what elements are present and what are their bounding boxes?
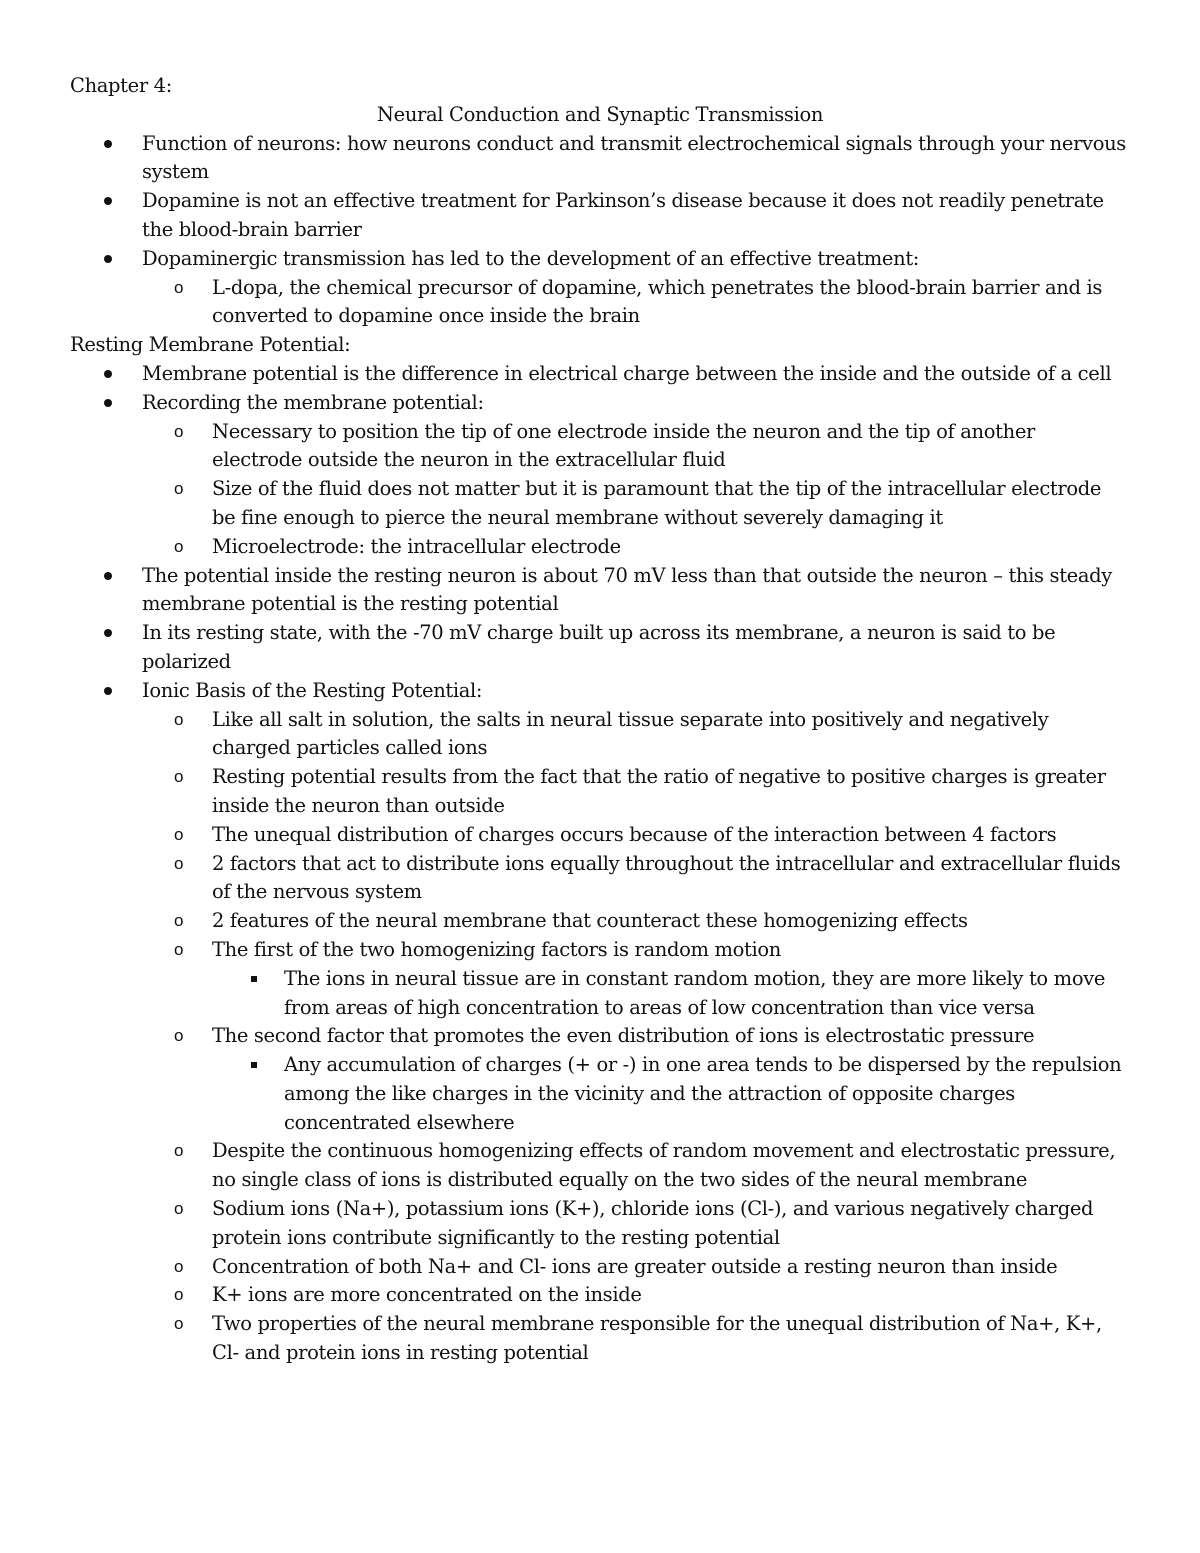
list-item-text: Two properties of the neural membrane responsible for the unequal distribution of Na+, K+, Cl- and protein ions in resting potential [212, 1312, 1102, 1365]
list-item-text: Any accumulation of charges (+ or -) in one area tends to be dispersed by the repulsion among the like charges in the vicinity and the attraction of opposite charges concentrated elsewhere [284, 1053, 1122, 1134]
list-item: o Size of the fluid does not matter but it is paramount that the tip of the intracellular electrode be fine enough to pierce the neural membrane without severely damaging it [174, 477, 1102, 529]
list-item [70, 1051, 1130, 1137]
list-item: o 2 features of the neural membrane that counteract these homogenizing effects [174, 909, 968, 933]
list-item: o Two properties of the neural membrane responsible for the unequal distribution of Na+, K+, Cl- and protein ions in resting potential [174, 1312, 1102, 1365]
chapter-label: Chapter 4: [70, 74, 172, 97]
list-item: o Like all salt in solution, the salts in neural tissue separate into positively and negatively charged particles called ions [174, 707, 1049, 760]
list-item-text: K+ ions are more concentrated on the inside [212, 1283, 642, 1307]
list-item: o Concentration of both Na+ and Cl- ions are greater outside a resting neuron than inside [174, 1254, 1058, 1278]
section-list [70, 360, 1130, 1368]
list-item-text: Membrane potential is the difference in electrical charge between the inside and the outside of a cell [142, 361, 1112, 385]
list-item: o K+ ions are more concentrated on the inside [174, 1283, 642, 1307]
list-item: o Sodium ions (Na+), potassium ions (K+), chloride ions (Cl-), and various negatively charged protein ions contribute significantly to the resting potential [174, 1197, 1094, 1249]
list-item-text: 2 features of the neural membrane that counteract these homogenizing effects [212, 909, 968, 933]
section-heading: Resting Membrane Potential: [70, 333, 351, 357]
list-item-text: Ionic Basis of the Resting Potential: [142, 678, 483, 702]
list-item-text: The unequal distribution of charges occurs because of the interaction between 4 factors [212, 822, 1057, 846]
list-item: o 2 factors that act to distribute ions equally throughout the intracellular and extracellular fluids of the nervous system [174, 851, 1121, 904]
list-item: o Necessary to position the tip of one electrode inside the neuron and the tip of another electrode outside the neuron in the extracellular fluid [174, 419, 1035, 472]
list-item-text: The second factor that promotes the even distribution of ions is electrostatic pressure [212, 1024, 1035, 1048]
list-item: o The second factor that promotes the even distribution of ions is electrostatic pressure [174, 1024, 1035, 1048]
list-item-text: Sodium ions (Na+), potassium ions (K+), chloride ions (Cl-), and various negatively charged protein ions contribute significantly to the resting potential [212, 1197, 1094, 1249]
list-item: o Microelectrode: the intracellular electrode [174, 534, 621, 558]
list-item: o Resting potential results from the fact that the ratio of negative to positive charges is greater inside the neuron than outside [174, 765, 1106, 817]
list-item [70, 187, 1130, 245]
list-item-text: Concentration of both Na+ and Cl- ions are greater outside a resting neuron than inside [212, 1254, 1058, 1278]
list-item: o L-dopa, the chemical precursor of dopamine, which penetrates the blood-brain barrier and is converted to dopamine once inside the brain [174, 275, 1103, 328]
list-item [70, 562, 1130, 620]
list-item [70, 389, 1130, 418]
document-page [70, 72, 1130, 1368]
list-item [70, 360, 1130, 389]
list-item-text: Microelectrode: the intracellular electrode [212, 534, 621, 558]
list-item [70, 245, 1130, 274]
list-item-text: Dopaminergic transmission has led to the development of an effective treatment: [142, 246, 920, 270]
intro-list [70, 130, 1130, 332]
list-item: o The unequal distribution of charges occurs because of the interaction between 4 factors [174, 822, 1057, 846]
list-item-text: Resting potential results from the fact that the ratio of negative to positive charges is greater inside the neuron than outside [212, 765, 1106, 817]
list-item-text: In its resting state, with the -70 mV charge built up across its membrane, a neuron is said to be polarized [142, 621, 1056, 673]
list-item-text: Recording the membrane potential: [142, 390, 484, 414]
list-item-text: Despite the continuous homogenizing effects of random movement and electrostatic pressure, no single class of ions is distributed equally on the two sides of the neural membrane [212, 1139, 1116, 1192]
list-item-text: Size of the fluid does not matter but it is paramount that the tip of the intracellular electrode be fine enough to pierce the neural membrane without severely damaging it [212, 477, 1102, 529]
list-item [70, 677, 1130, 706]
list-item-text: Function of neurons: how neurons conduct and transmit electrochemical signals through your nervous system [142, 131, 1126, 184]
list-item [70, 130, 1130, 188]
page-title: Neural Conduction and Synaptic Transmission [376, 102, 824, 126]
list-item-text: L-dopa, the chemical precursor of dopamine, which penetrates the blood-brain barrier and is converted to dopamine once inside the brain [212, 275, 1103, 328]
list-item-text: Like all salt in solution, the salts in neural tissue separate into positively and negatively charged particles called ions [212, 707, 1049, 760]
list-item: o Despite the continuous homogenizing effects of random movement and electrostatic pressure, no single class of ions is distributed equally on the two sides of the neural membrane [174, 1139, 1116, 1192]
list-item: o The first of the two homogenizing factors is random motion [174, 937, 782, 961]
list-item-text: The potential inside the resting neuron is about 70 mV less than that outside the neuron – this steady membrane potential is the resting potential [142, 563, 1112, 616]
list-item-text: Dopamine is not an effective treatment for Parkinson’s disease because it does not readily penetrate the blood-brain barrier [142, 189, 1104, 241]
list-item-text: Necessary to position the tip of one electrode inside the neuron and the tip of another electrode outside the neuron in the extracellular fluid [212, 419, 1035, 472]
list-item-text: The ions in neural tissue are in constant random motion, they are more likely to move from areas of high concentration to areas of low concentration than vice versa [284, 966, 1106, 1019]
list-item-text: The first of the two homogenizing factors is random motion [212, 937, 782, 961]
list-item-text: 2 factors that act to distribute ions equally throughout the intracellular and extracellular fluids of the nervous system [212, 851, 1121, 904]
list-item [70, 619, 1130, 677]
list-item [70, 965, 1130, 1023]
